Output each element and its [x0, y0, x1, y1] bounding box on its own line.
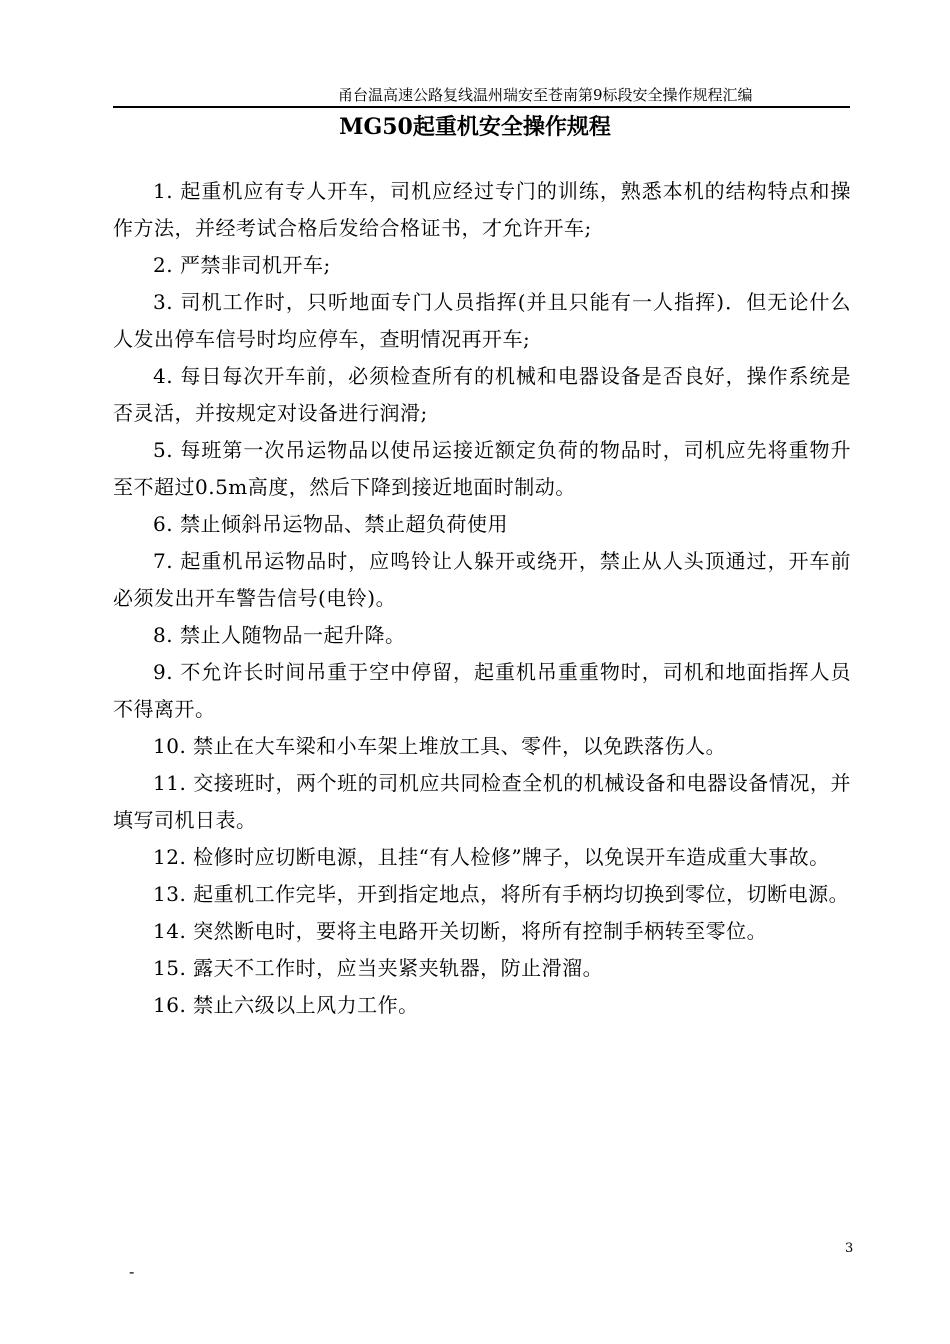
rule-item-10: 10. 禁止在大车梁和小车架上堆放工具、零件，以免跌落伤人。	[153, 734, 727, 758]
page-number: 3	[845, 1241, 854, 1256]
header-rule	[113, 106, 850, 108]
rule-item-11: 11. 交接班时，两个班的司机应共同检查全机的机械设备和电器设备情况，并填写司机日表。	[113, 771, 851, 832]
running-header: 甬台温高速公路复线温州瑞安至苍南第9标段安全操作规程汇编	[338, 86, 753, 104]
footer-mark: -	[129, 1262, 135, 1281]
rule-item-3: 3. 司机工作时，只听地面专门人员指挥(并且只能有一人指挥)．但无论什么人发出停车信号时均应停车，查明情况再开车;	[113, 290, 851, 351]
rule-item-8: 8. 禁止人随物品一起升降。	[153, 623, 406, 647]
rule-item-13: 13. 起重机工作完毕，开到指定地点，将所有手柄均切换到零位，切断电源。	[153, 882, 850, 906]
rules-list	[113, 173, 851, 1024]
rule-item-15: 15. 露天不工作时，应当夹紧夹轨器，防止滑溜。	[153, 956, 604, 980]
rule-item-9: 9. 不允许长时间吊重于空中停留，起重机吊重重物时，司机和地面指挥人员不得离开。	[113, 660, 851, 721]
rule-item-7: 7. 起重机吊运物品时，应鸣铃让人躲开或绕开，禁止从人头顶通过，开车前必须发出开车警告信号(电铃)。	[113, 549, 851, 610]
rule-item-1: 1. 起重机应有专人开车，司机应经过专门的训练，熟悉本机的结构特点和操作方法，并经考试合格后发给合格证书，才允许开车;	[113, 179, 851, 240]
rule-item-5: 5. 每班第一次吊运物品以使吊运接近额定负荷的物品时，司机应先将重物升至不超过0.5m高度，然后下降到接近地面时制动。	[113, 438, 851, 499]
rule-item-6: 6. 禁止倾斜吊运物品、禁止超负荷使用	[153, 512, 508, 536]
rule-item-2: 2. 严禁非司机开车;	[153, 253, 331, 277]
rule-item-16: 16. 禁止六级以上风力工作。	[153, 993, 419, 1017]
rule-item-12: 12. 检修时应切断电源，且挂“有人检修”牌子，以免误开车造成重大事故。	[153, 845, 830, 869]
rule-item-4: 4. 每日每次开车前，必须检查所有的机械和电器设备是否良好，操作系统是否灵活，并按规定对设备进行润滑;	[113, 364, 851, 425]
document-title: MG50起重机安全操作规程	[339, 114, 611, 140]
rule-item-14: 14. 突然断电时，要将主电路开关切断，将所有控制手柄转至零位。	[153, 919, 768, 943]
